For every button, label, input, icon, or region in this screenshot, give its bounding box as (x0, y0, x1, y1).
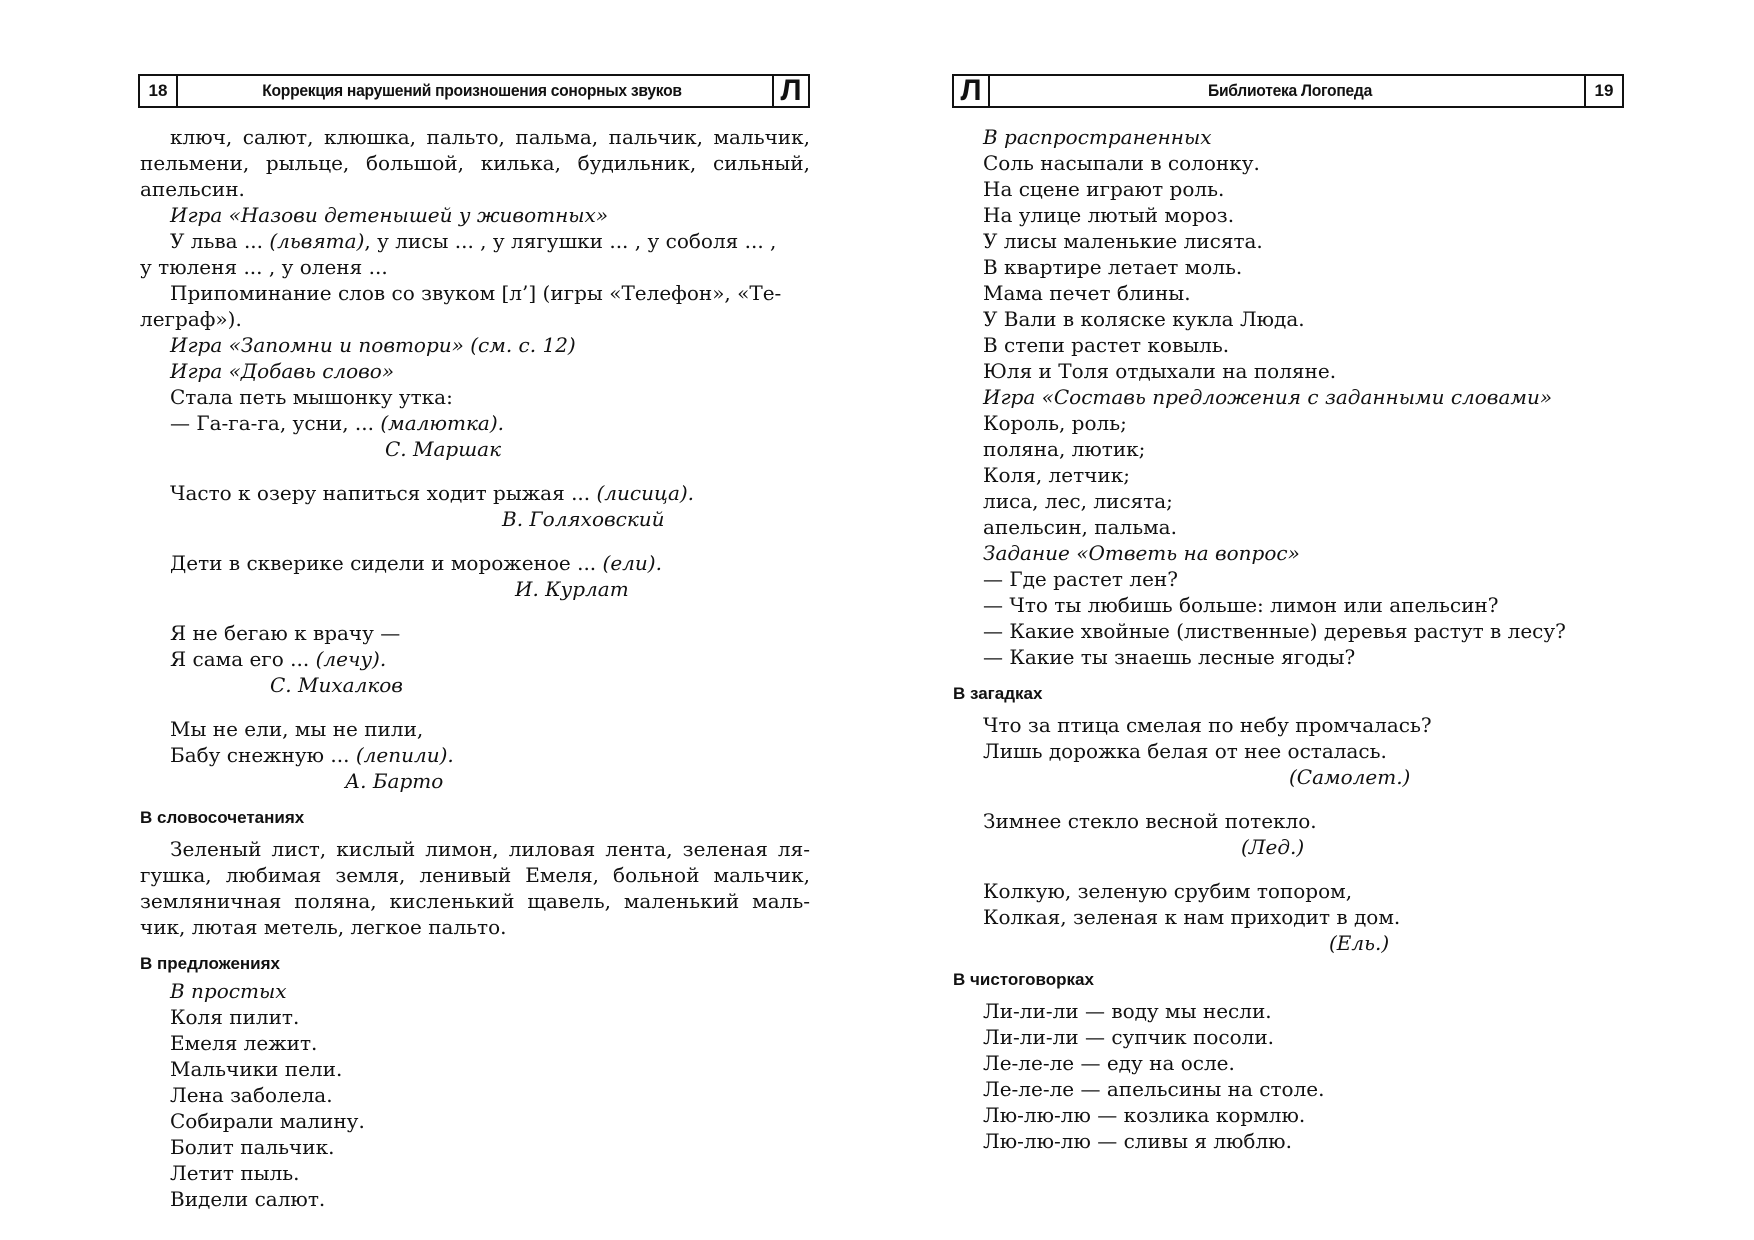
game-title: Игра «Запомни и повтори» (см. с. 12) (170, 333, 576, 357)
sentence-line: Летит пыль. (170, 1161, 300, 1185)
subsection-title: В простых (170, 979, 287, 1003)
section-heading: В загадках (953, 684, 1043, 703)
text-line: апельсин. (140, 177, 245, 201)
poem-line: Бабу снежную ... (лепили). (170, 743, 454, 767)
poem-line: — Га-га-га, усни, ... (малютка). (170, 411, 504, 435)
poem-author: И. Курлат (515, 577, 629, 601)
series-logo: Л (952, 74, 990, 108)
poem-line: Стала петь мышонку утка: (170, 385, 453, 409)
text-line: поляна, лютик; (983, 437, 1146, 461)
sentence-line: Собирали малину. (170, 1109, 365, 1133)
game-title: Игра «Добавь слово» (170, 359, 395, 383)
sentence-line: На сцене играют роль. (983, 177, 1225, 201)
tongue-twister-line: Ли-ли-ли — супчик посоли. (983, 1025, 1275, 1049)
poem-author: В. Голяховский (502, 507, 665, 531)
text-line: пельмени, рыльце, большой, килька, будильник, сильный, (140, 151, 810, 175)
header-title: Коррекция нарушений произношения сонорных звуков (262, 81, 682, 100)
riddle-answer: (Самолет.) (1289, 765, 1411, 789)
sentence-line: Мальчики пели. (170, 1057, 343, 1081)
poem-line: Мы не ели, мы не пили, (170, 717, 424, 741)
text-line: леграф»). (140, 307, 242, 331)
right-text-column (953, 124, 1643, 1154)
tongue-twister-line: Ли-ли-ли — воду мы несли. (983, 999, 1272, 1023)
subsection-title: В распространенных (983, 125, 1212, 149)
poem-line: Дети в скверике сидели и мороженое ... (ели). (170, 551, 662, 575)
tongue-twister-line: Лю-лю-лю — козлика кормлю. (983, 1103, 1306, 1127)
text-line: Зеленый лист, кислый лимон, лиловая лента, зеленая ля- (170, 837, 810, 861)
riddle-line: Лишь дорожка белая от нее осталась. (983, 739, 1387, 763)
riddle-answer: (Лед.) (1241, 835, 1305, 859)
text-line: Коля, летчик; (983, 463, 1130, 487)
sentence-line: У Вали в коляске кукла Люда. (983, 307, 1305, 331)
sentence-line: У лисы маленькие лисята. (983, 229, 1263, 253)
riddle-line: Колкую, зеленую срубим топором, (983, 879, 1353, 903)
sentence-line: Лена заболела. (170, 1083, 333, 1107)
tongue-twister-line: Ле-ле-ле — еду на осле. (983, 1051, 1235, 1075)
text-line: Король, роль; (983, 411, 1127, 435)
text-line: чик, лютая метель, легкое пальто. (140, 915, 507, 939)
text-line: гушка, любимая земля, ленивый Емеля, больной мальчик, (140, 863, 810, 887)
running-header (952, 74, 1624, 108)
series-logo: Л (772, 74, 810, 108)
section-heading: В предложениях (140, 954, 281, 973)
text-line: у тюленя ... , у оленя ... (140, 255, 388, 279)
question-line: — Какие ты знаешь лесные ягоды? (983, 645, 1356, 669)
question-line: — Что ты любишь больше: лимон или апельсин? (983, 593, 1499, 617)
section-heading: В чистоговорках (953, 970, 1094, 989)
poem-author: С. Михалков (270, 673, 403, 697)
tongue-twister-line: Ле-ле-ле — апельсины на столе. (983, 1077, 1325, 1101)
page-number: 18 (140, 76, 178, 106)
sentence-line: В квартире летает моль. (983, 255, 1243, 279)
task-title: Задание «Ответь на вопрос» (983, 541, 1300, 565)
poem-line: Часто к озеру напиться ходит рыжая ... (лисица). (170, 481, 695, 505)
page-number: 19 (1584, 76, 1622, 106)
poem-line: Я сама его ... (лечу). (170, 647, 387, 671)
riddle-line: Зимнее стекло весной потекло. (983, 809, 1317, 833)
riddle-line: Колкая, зеленая к нам приходит в дом. (983, 905, 1401, 929)
poem-author: С. Маршак (385, 437, 502, 461)
sentence-line: На улице лютый мороз. (983, 203, 1235, 227)
sentence-line: Болит пальчик. (170, 1135, 335, 1159)
poem-author: А. Барто (345, 769, 444, 793)
text-line: лиса, лес, лисята; (983, 489, 1173, 513)
text-line: апельсин, пальма. (983, 515, 1177, 539)
header-title: Библиотека Логопеда (1208, 81, 1372, 100)
text-line: ключ, салют, клюшка, пальто, пальма, пальчик, мальчик, (170, 125, 810, 149)
sentence-line: Видели салют. (170, 1187, 326, 1211)
riddle-answer: (Ель.) (1329, 931, 1390, 955)
sentence-line: Юля и Толя отдыхали на поляне. (983, 359, 1337, 383)
game-title: Игра «Назови детенышей у животных» (170, 203, 609, 227)
sentence-line: Емеля лежит. (170, 1031, 318, 1055)
right-page (877, 0, 1754, 1240)
sentence-line: В степи растет ковыль. (983, 333, 1230, 357)
sentence-line: Соль насыпали в солонку. (983, 151, 1260, 175)
text-line: У льва ... (львята), у лисы ... , у лягушки ... , у соболя ... , (170, 229, 777, 253)
sentence-line: Коля пилит. (170, 1005, 300, 1029)
game-title: Игра «Составь предложения с заданными словами» (983, 385, 1553, 409)
text-line: земляничная поляна, кисленький щавель, маленький маль- (140, 889, 810, 913)
poem-line: Я не бегаю к врачу — (170, 621, 401, 645)
sentence-line: Мама печет блины. (983, 281, 1191, 305)
question-line: — Где растет лен? (983, 567, 1178, 591)
left-text-column (140, 124, 810, 1212)
running-header (138, 74, 810, 108)
riddle-line: Что за птица смелая по небу промчалась? (983, 713, 1432, 737)
tongue-twister-line: Лю-лю-лю — сливы я люблю. (983, 1129, 1292, 1153)
text-line: Припоминание слов со звуком [л’] (игры «Телефон», «Те- (170, 281, 782, 305)
question-line: — Какие хвойные (лиственные) деревья растут в лесу? (983, 619, 1566, 643)
section-heading: В словосочетаниях (140, 808, 305, 827)
